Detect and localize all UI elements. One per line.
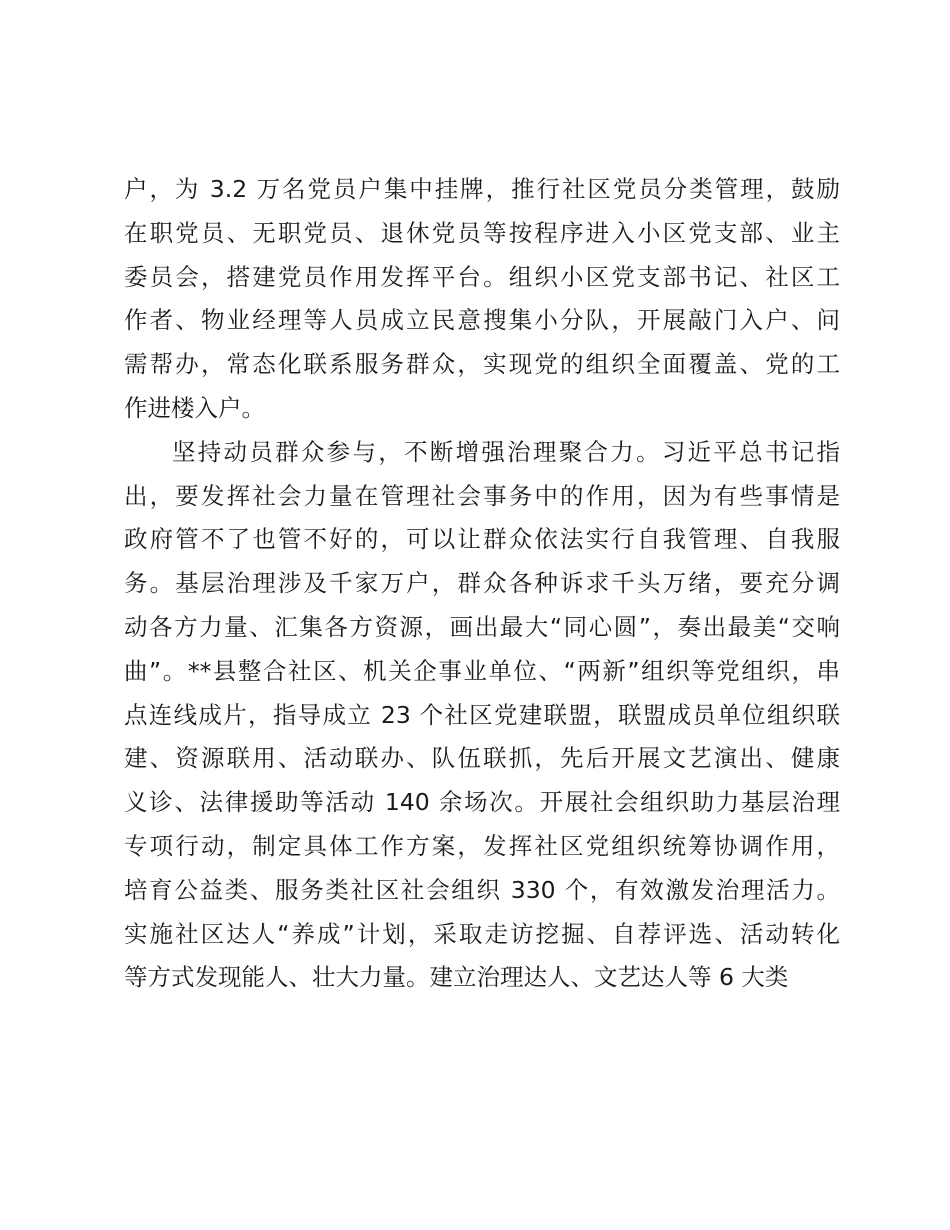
text-line: 在职党员、无职党员、退休党员等按程序进入小区党支部、业主 — [124, 218, 840, 247]
text-line: 务。基层治理涉及千家万户，群众各种诉求千头万绪，要充分调 — [124, 569, 840, 598]
text-line: 义诊、法律援助等活动 140 余场次。开展社会组织助力基层治理 — [124, 788, 840, 817]
text-line: 政府管不了也管不好的，可以让群众依法实行自我管理、自我服 — [124, 525, 840, 554]
text-line: 曲”。**县整合社区、机关企事业单位、“两新”组织等党组织，串 — [124, 656, 840, 685]
paragraph-start-line: 坚持动员群众参与，不断增强治理聚合力。习近平总书记指 — [172, 437, 840, 466]
text-line: 点连线成片，指导成立 23 个社区党建联盟，联盟成员单位组织联 — [124, 700, 840, 729]
text-line: 户，为 3.2 万名党员户集中挂牌，推行社区党员分类管理，鼓励 — [124, 175, 840, 203]
text-line: 动各方力量、汇集各方资源，画出最大“同心圆”，奏出最美“交响 — [124, 612, 840, 641]
text-line: 实施社区达人“养成”计划，采取走访挖掘、自荐评选、活动转化 — [124, 919, 840, 948]
text-line: 培育公益类、服务类社区社会组织 330 个，有效激发治理活力。 — [124, 875, 840, 904]
text-line: 等方式发现能人、壮大力量。建立治理达人、文艺达人等 6 大类 — [124, 963, 789, 992]
body-text — [124, 168, 840, 1000]
text-line: 出，要发挥社会力量在管理社会事务中的作用，因为有些事情是 — [124, 481, 840, 510]
text-line: 作者、物业经理等人员成立民意搜集小分队，开展敲门入户、问 — [124, 306, 840, 335]
text-line: 作进楼入户。 — [124, 393, 265, 422]
text-line: 建、资源联用、活动联办、队伍联抓，先后开展文艺演出、健康 — [124, 744, 840, 773]
text-line: 委员会，搭建党员作用发挥平台。组织小区党支部书记、社区工 — [124, 262, 840, 291]
text-line: 专项行动，制定具体工作方案，发挥社区党组织统筹协调作用， — [124, 831, 840, 860]
text-line: 需帮办，常态化联系服务群众，实现党的组织全面覆盖、党的工 — [124, 350, 840, 379]
